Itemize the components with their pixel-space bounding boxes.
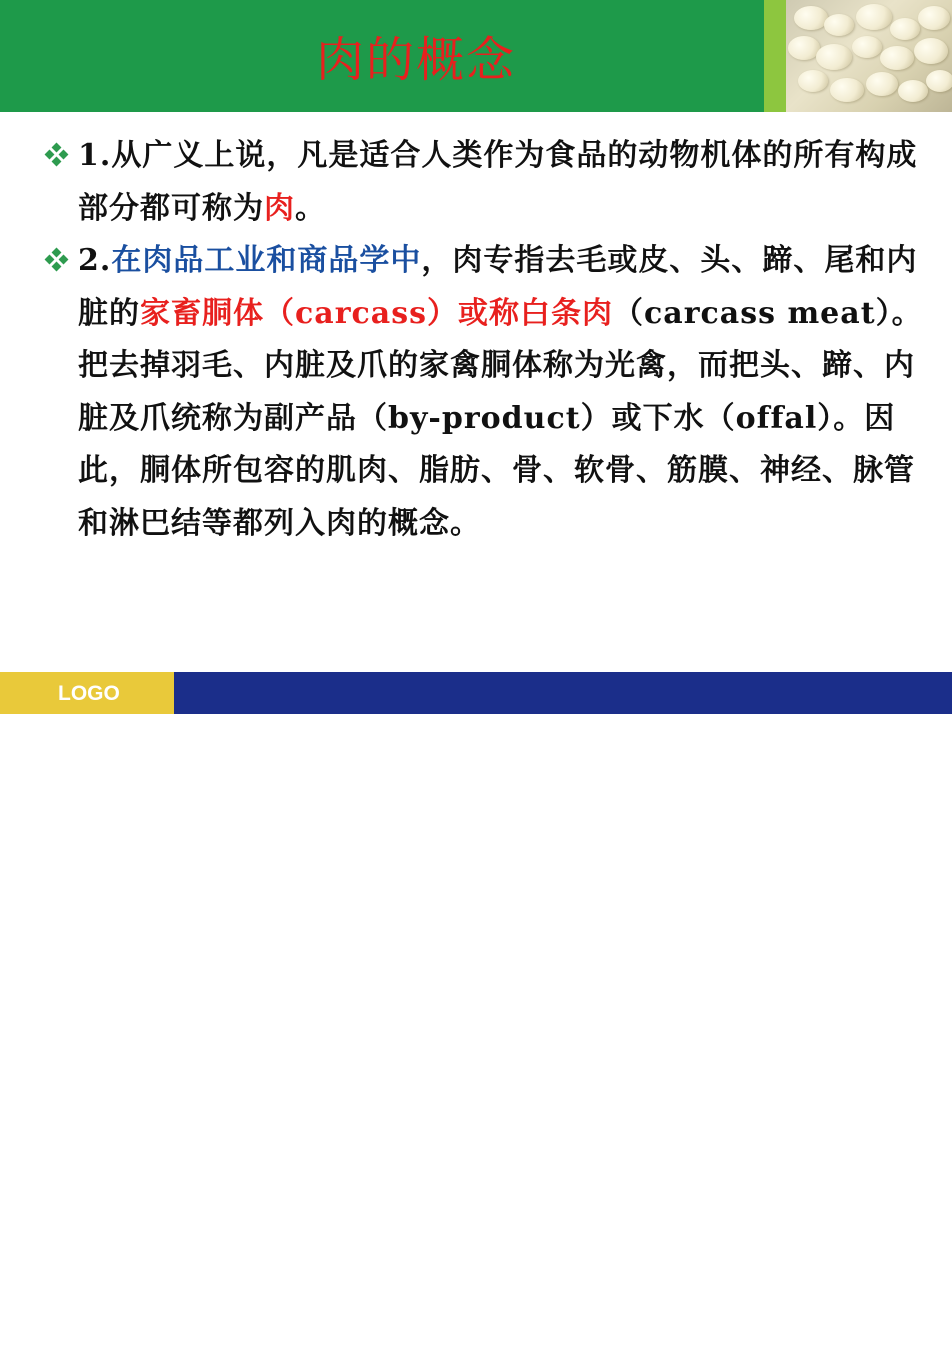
logo-text: LOGO	[58, 682, 120, 705]
slide-content	[44, 130, 924, 550]
point-item-2	[44, 235, 924, 550]
point-2-text-b: （carcass meat）。把去掉羽毛、内脏及爪的家禽胴体称为光禽，而把头、蹄、内脏及爪统称为副产品（by-product）或下水（offal）。因此，胴体所包容的肌肉、脂肪、骨、软骨、筋膜、神经、脉管和淋巴结等都列入肉的概念。	[78, 295, 923, 541]
point-1-end: 。	[295, 190, 326, 226]
point-1-highlight: 肉	[264, 190, 295, 226]
point-item-1	[44, 130, 924, 235]
point-2-red-phrase: 家畜胴体（carcass）或称白条肉	[140, 295, 613, 331]
header-banner	[0, 0, 952, 112]
point-2-number: 2.	[78, 243, 112, 278]
slide-title: 肉的概念	[315, 32, 516, 88]
diamond-bullet-icon	[44, 247, 72, 275]
point-2-blue-phrase: 在肉品工业和商品学中	[111, 243, 422, 278]
point-2-text-a: ，肉专指去毛或皮、头、蹄、尾和内脏的	[78, 243, 918, 331]
footer-blue-band	[174, 672, 952, 714]
point-1-text: 1.从广义上说，凡是适合人类作为食品的动物机体的所有构成部分都可称为	[78, 138, 918, 226]
diamond-bullet-icon	[44, 142, 72, 170]
